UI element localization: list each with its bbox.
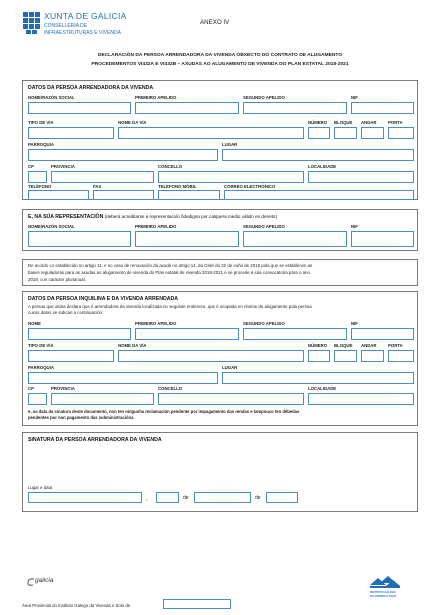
landlord-nif-label: NIF	[351, 95, 358, 100]
form-title-line-1: DECLARACIÓN DA PERSOA ARRENDADORA DA VIVENDA OBXECTO DO CONTRATO DE ALUGAMENTO	[97, 53, 343, 58]
landlord-nif-field[interactable]	[351, 102, 414, 114]
landlord-mobile-label: TELÉFONO MÓBIL	[158, 184, 197, 189]
rep-name-label: NOME/RAZÓN SOCIAL	[28, 224, 75, 229]
rep-nif-label: NIF	[351, 224, 358, 229]
landlord-place-field[interactable]	[222, 149, 414, 161]
place-date-label: Lugar e data	[28, 485, 53, 490]
representative-section	[22, 209, 418, 251]
form-title-line-2: PROCEDEMENTOS VI432A E VI432B – AXUDAS AO ALUGAMENTO DE VIVENDA DO PLAN ESTATAL 2018-2021	[91, 62, 349, 67]
tenant-floor-label: ANDAR	[361, 343, 377, 348]
annex-label: ANEXO IV	[200, 19, 230, 26]
landlord-cp-field[interactable]	[28, 171, 47, 183]
landlord-street-name-field[interactable]	[118, 127, 304, 139]
tenant-closing-line-1: e, na data da sinatura deste documento, non ten ningunha reclamación pendente por impagamento das rendas e tampouco ten débedas	[28, 409, 300, 414]
rep-nif-field[interactable]	[351, 231, 414, 247]
landlord-surname1-label: PRIMEIRO APELIDO	[135, 95, 177, 100]
tenant-section	[22, 291, 418, 426]
landlord-block-field[interactable]	[334, 127, 357, 139]
landlord-email-label: CORREO ELECTRÓNICO	[224, 184, 276, 189]
representative-section-title	[28, 214, 277, 220]
tenant-council-field[interactable]	[158, 393, 304, 405]
landlord-number-label: NÚMERO	[308, 120, 328, 125]
tenant-intro-line-1: A persoa que asina declara que é arrendadora da vivenda localizada no seguinte enderezo, que é ocupada en réxime de alugamento pola persoa	[28, 304, 312, 309]
signature-place-field[interactable]	[28, 492, 142, 503]
tenant-name-field[interactable]	[28, 328, 131, 340]
tenant-street-name-field[interactable]	[118, 350, 304, 362]
tenant-place-label: LUGAR	[222, 365, 238, 370]
signature-month-field[interactable]	[194, 492, 251, 503]
legal-text-line-1: De acordo co establecido no artigo 11, e no caso de renovación da axuda no artigo 14, da Orde do 22 de xuño de 2018 pola que se establecen as	[28, 263, 313, 268]
landlord-province-field[interactable]	[51, 171, 154, 183]
tenant-place-field[interactable]	[222, 372, 414, 384]
landlord-surname2-label: SEGUNDO APELIDO	[243, 95, 285, 100]
tenant-parish-field[interactable]	[28, 372, 218, 384]
tenant-street-name-label: NOME DA VÍA	[118, 343, 147, 348]
department-line-1: CONSELLERÍA DE	[44, 23, 88, 29]
org-name: XUNTA DE GALICIA	[44, 11, 127, 21]
landlord-phone-label: TELÉFONO	[28, 184, 52, 189]
rep-surname1-field[interactable]	[135, 231, 239, 247]
legal-text-line-2: bases reguladoras para as axudas ao alugamento de vivenda do Plan estatal de vivenda 2018-2021 e se procede á súa convocatoria para o ano	[28, 270, 310, 275]
department-line-2: INFRAESTRUTURAS E VIVENDA	[44, 30, 121, 36]
tenant-surname1-field[interactable]	[135, 328, 239, 340]
tenant-surname2-field[interactable]	[243, 328, 347, 340]
landlord-street-name-label: NOME DA VÍA	[118, 120, 147, 125]
landlord-number-field[interactable]	[308, 127, 330, 139]
tenant-surname1-label: PRIMEIRO APELIDO	[135, 321, 177, 326]
rep-surname2-label: SEGUNDO APELIDO	[243, 224, 285, 229]
landlord-block-label: BLOQUE	[334, 120, 353, 125]
rep-surname2-field[interactable]	[243, 231, 347, 247]
tenant-locality-label: LOCALIDADE	[308, 386, 337, 391]
landlord-council-field[interactable]	[158, 171, 304, 183]
landlord-province-label: PROVINCIA	[51, 164, 75, 169]
landlord-email-field[interactable]	[224, 190, 414, 200]
tenant-surname2-label: SEGUNDO APELIDO	[243, 321, 285, 326]
landlord-locality-field[interactable]	[308, 171, 414, 183]
tenant-nif-label: NIF	[351, 321, 358, 326]
tenant-name-label: NOME	[28, 321, 41, 326]
tenant-province-label: PROVINCIA	[51, 386, 75, 391]
tenant-cp-field[interactable]	[28, 393, 47, 405]
tenant-door-label: PORTA	[388, 343, 403, 348]
landlord-floor-label: ANDAR	[361, 120, 377, 125]
landlord-section	[22, 80, 418, 200]
landlord-street-type-field[interactable]	[28, 127, 114, 139]
landlord-name-label: NOME/RAZÓN SOCIAL	[28, 95, 75, 100]
tenant-intro-line-2: cuxos datos se indican a continuación:	[28, 310, 104, 315]
landlord-parish-field[interactable]	[28, 149, 218, 161]
provincial-office-label: Área Provincial do Instituto Galego da Vivenda e Solo de	[22, 603, 131, 608]
landlord-surname2-field[interactable]	[243, 102, 347, 114]
signature-year-field[interactable]	[266, 492, 298, 503]
landlord-door-field[interactable]	[388, 127, 414, 139]
tenant-council-label: CONCELLO	[158, 386, 183, 391]
landlord-floor-field[interactable]	[361, 127, 384, 139]
tenant-street-type-label: TIPO DE VÍA	[28, 343, 54, 348]
landlord-name-field[interactable]	[28, 102, 131, 114]
landlord-phone-field[interactable]	[28, 190, 89, 200]
igvs-line-1: INSTITUTO GALEGO	[370, 591, 396, 594]
comma-separator: ,	[146, 496, 148, 502]
landlord-street-type-label: TIPO DE VÍA	[28, 120, 54, 125]
tenant-nif-field[interactable]	[351, 328, 414, 340]
xunta-logo	[23, 12, 40, 34]
tenant-parish-label: PARROQUIA	[28, 365, 54, 370]
tenant-number-label: NÚMERO	[308, 343, 328, 348]
landlord-place-label: LUGAR	[222, 142, 238, 147]
igvs-line-2: DA VIVENDA E SOLO	[370, 595, 397, 598]
igvs-logo	[366, 573, 404, 603]
tenant-block-label: BLOQUE	[334, 343, 353, 348]
galicia-logo-text: galicia	[35, 577, 54, 584]
landlord-cp-label: CP	[28, 164, 34, 169]
landlord-section-title: DATOS DA PERSOA ARRENDADORA DA VIVENDA	[28, 85, 154, 91]
signature-section-title: SINATURA DA PERSOA ARRENDADORA DA VIVENDA	[28, 437, 162, 443]
landlord-mobile-field[interactable]	[158, 190, 220, 200]
legal-text-line-3: 2018, con carácter plurianual,	[28, 277, 86, 282]
provincial-office-field[interactable]	[163, 599, 231, 609]
tenant-number-field[interactable]	[308, 350, 330, 362]
tenant-floor-field[interactable]	[361, 350, 384, 362]
landlord-fax-field[interactable]	[93, 190, 154, 200]
tenant-block-field[interactable]	[334, 350, 357, 362]
signature-section	[22, 432, 418, 512]
landlord-door-label: PORTA	[388, 120, 403, 125]
tenant-locality-field[interactable]	[308, 393, 414, 405]
signature-day-field[interactable]	[156, 492, 179, 503]
galicia-logo	[26, 576, 66, 588]
tenant-closing-line-2: pendentes por non pagamento das subministracións.	[28, 415, 135, 420]
de-separator-2: de	[255, 495, 261, 501]
rep-surname1-label: PRIMEIRO APELIDO	[135, 224, 177, 229]
tenant-section-title: DATOS DA PERSOA INQUILINA E DA VIVENDA ARRENDADA	[28, 296, 178, 302]
landlord-fax-label: FAX	[93, 184, 102, 189]
tenant-street-type-field[interactable]	[28, 350, 114, 362]
landlord-locality-label: LOCALIDADE	[308, 164, 337, 169]
representative-title-bold: E, NA SÚA REPRESENTACIÓN	[28, 214, 104, 220]
landlord-parish-label: PARROQUIA	[28, 142, 54, 147]
landlord-surname1-field[interactable]	[135, 102, 239, 114]
tenant-door-field[interactable]	[388, 350, 414, 362]
tenant-province-field[interactable]	[51, 393, 154, 405]
de-separator-1: de	[183, 495, 189, 501]
legal-text-box	[22, 259, 418, 286]
landlord-council-label: CONCELLO	[158, 164, 183, 169]
rep-name-field[interactable]	[28, 231, 131, 247]
tenant-cp-label: CP	[28, 386, 34, 391]
representative-title-note: (deberá acreditarse a representación fidedigna por calquera medio válido en dereito)	[103, 214, 277, 219]
